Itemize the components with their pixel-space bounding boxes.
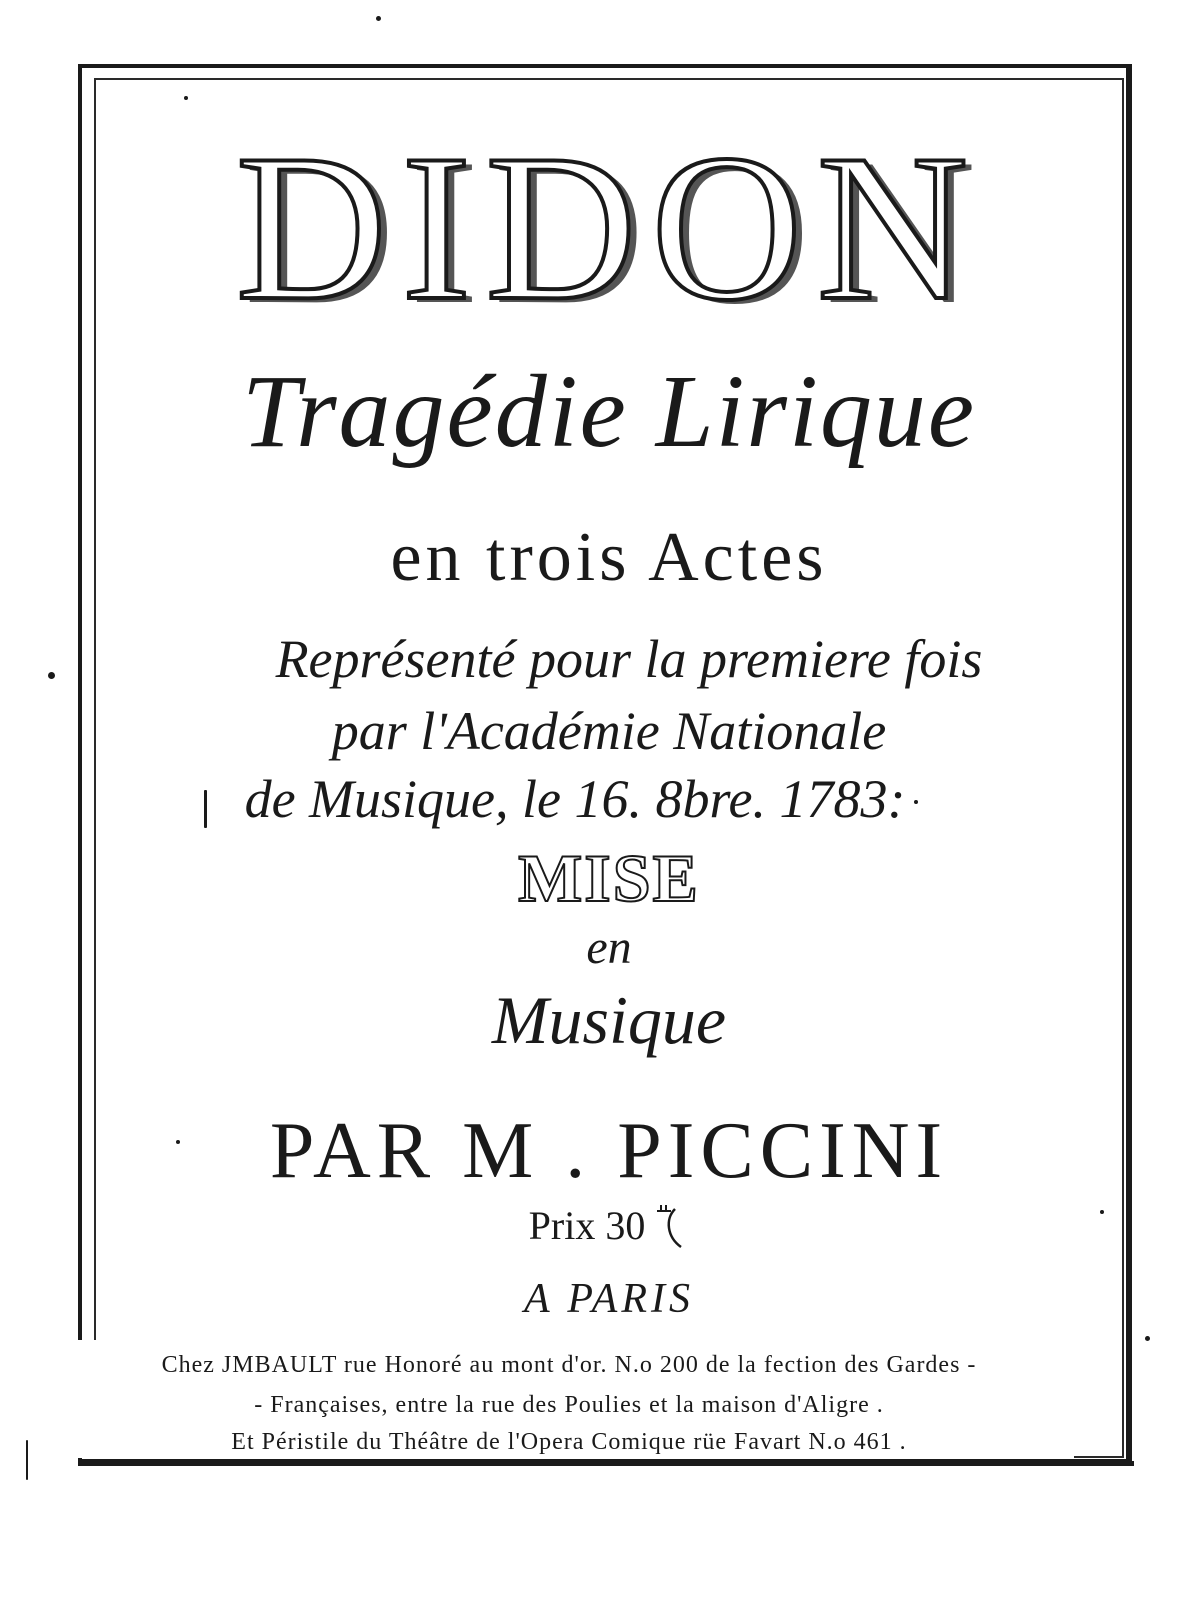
- imprint-line-3: Et Péristile du Théâtre de l'Opera Comique rüe Favart N.o 461 .: [231, 1429, 907, 1455]
- ink-speck: [26, 1440, 28, 1480]
- performance-line-3: de Musique, le 16. 8bre. 1783:: [244, 769, 906, 829]
- ink-speck: [376, 16, 381, 21]
- ink-speck: [184, 96, 188, 100]
- ink-speck: [1145, 1336, 1150, 1341]
- title: DIDON: [235, 112, 983, 344]
- ink-speck: [48, 672, 55, 679]
- performance-line-2: par l'Académie Nationale: [331, 701, 887, 761]
- imprint-line-2: - Françaises, entre la rue des Poulies et la maison d'Aligre .: [254, 1392, 884, 1418]
- en-word: en: [586, 921, 632, 974]
- city-line: A PARIS: [524, 1276, 694, 1322]
- acts-line: en trois Actes: [390, 519, 828, 596]
- ink-speck: [914, 800, 918, 804]
- performance-line-1: Représenté pour la premiere fois: [275, 629, 983, 689]
- ink-speck: [1100, 1210, 1104, 1214]
- ink-speck: [176, 1140, 180, 1144]
- bottom-rule: [84, 1461, 1134, 1466]
- subtitle: Tragédie Lirique: [241, 354, 977, 469]
- composer-line: PAR M . PICCINI: [269, 1107, 949, 1195]
- imprint-line-1: Chez JMBAULT rue Honoré au mont d'or. N.o 200 de la fection des Gardes -: [161, 1352, 977, 1378]
- price-line: [94, 1202, 1124, 1250]
- mise-heading: MISE: [518, 840, 700, 916]
- ink-speck: [204, 790, 207, 828]
- musique-word: Musique: [491, 982, 727, 1058]
- price-text: Prix 30: [528, 1203, 656, 1248]
- livre-symbol-icon: [655, 1203, 689, 1249]
